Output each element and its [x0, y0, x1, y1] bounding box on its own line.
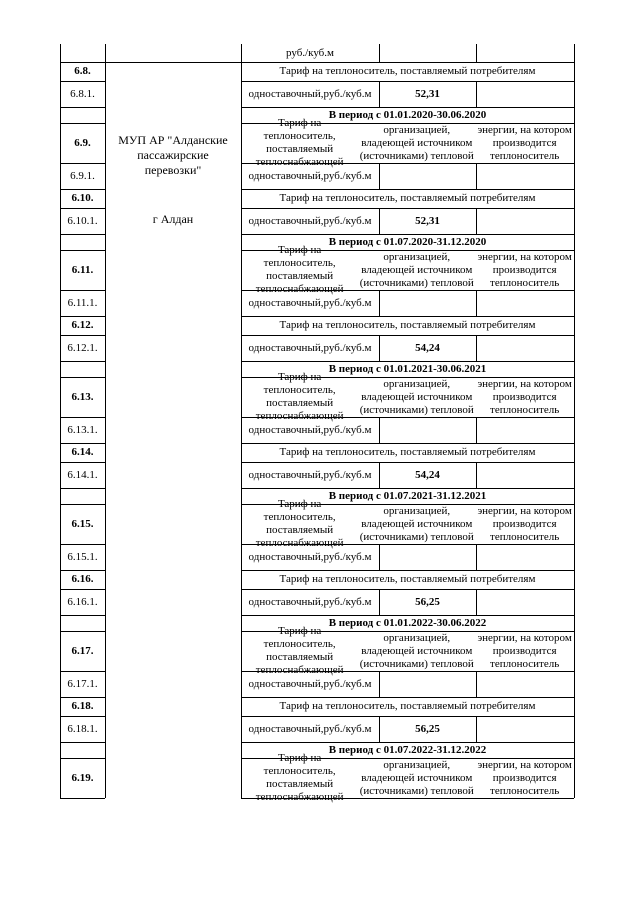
row-number-text: 6.12. — [71, 319, 94, 331]
row-number-text: 6.19. — [71, 771, 94, 784]
row-number-text: 6.11.1. — [67, 296, 98, 309]
tariff-value — [379, 589, 476, 615]
tariff-description-text: организацией, владеющей источником (источниками) тепловой — [359, 758, 474, 797]
unit-cell — [241, 671, 379, 697]
row-number — [60, 697, 105, 716]
organization-location-text: г Алдан — [152, 212, 194, 226]
unit-text: руб./куб.м — [323, 341, 372, 354]
unit-text: одноставочный, — [248, 677, 324, 690]
row-border — [241, 798, 574, 799]
empty-cell — [476, 163, 574, 189]
row-number-text: 6.8. — [74, 65, 91, 77]
row-number-text: 6.10. — [71, 192, 94, 204]
row-number — [60, 631, 105, 671]
tariff-value — [379, 544, 476, 570]
unit-cell — [241, 417, 379, 443]
row-number-text: 6.13.1. — [67, 423, 98, 436]
tariff-description-text: энергии, на котором производится теплоноситель — [477, 504, 572, 543]
tariff-value — [379, 163, 476, 189]
empty-cell — [476, 716, 574, 742]
row-number — [60, 316, 105, 335]
tariff-value — [379, 81, 476, 107]
tariff-value — [379, 462, 476, 488]
tariff-description-text: Тариф на теплоноситель, поставляемый теплоснабжающей — [255, 117, 344, 168]
column-border — [476, 208, 477, 234]
period-heading-text: В период с 01.07.2020-31.12.2020 — [328, 235, 487, 248]
tariff-description-text: организацией, владеющей источником (источниками) тепловой — [359, 631, 474, 670]
row-number-text: 6.15.1. — [67, 550, 98, 563]
tariff-description-text: Тариф на теплоноситель, поставляемый теплоснабжающей — [255, 625, 344, 676]
period-heading-text: В период с 01.01.2021-30.06.2021 — [328, 362, 487, 375]
unit-text: руб./куб.м — [323, 423, 372, 436]
unit-text: одноставочный, — [248, 87, 324, 100]
row-number — [60, 208, 105, 234]
row-number — [60, 544, 105, 570]
empty-cell — [476, 290, 574, 316]
tariff-description — [241, 316, 574, 335]
row-number — [60, 163, 105, 189]
unit-text: руб./куб.м — [323, 468, 372, 481]
column-border — [379, 208, 380, 234]
column-border — [476, 589, 477, 615]
unit-cell — [241, 589, 379, 615]
column-border — [379, 716, 380, 742]
unit-text: одноставочный, — [248, 595, 324, 608]
empty-cell — [476, 544, 574, 570]
tariff-value — [379, 335, 476, 361]
tariff-description — [241, 498, 574, 549]
unit-cell — [241, 462, 379, 488]
empty-cell — [476, 462, 574, 488]
unit-cell — [241, 335, 379, 361]
column-border — [476, 290, 477, 316]
row-number-text: 6.13. — [71, 390, 94, 403]
row-number-text: 6.18.1. — [67, 722, 98, 735]
tariff-description-text: Тариф на теплоноситель, поставляемый потребителям — [279, 319, 536, 331]
unit-cell — [241, 716, 379, 742]
row-number — [60, 361, 105, 377]
tariff-description-text: организацией, владеющей источником (источниками) тепловой — [359, 250, 474, 289]
period-heading-text: В период с 01.07.2021-31.12.2021 — [328, 489, 487, 502]
column-border — [379, 671, 380, 697]
unit-text: одноставочный, — [248, 423, 324, 436]
tariff-value-text: 52,31 — [415, 214, 440, 227]
tariff-description — [241, 244, 574, 295]
tariff-description-text: энергии, на котором производится теплоноситель — [477, 631, 572, 670]
tariff-description — [241, 443, 574, 462]
row-number-text: 6.9.1. — [70, 169, 95, 182]
row-number — [60, 81, 105, 107]
column-border — [241, 44, 242, 798]
empty-cell — [476, 208, 574, 234]
tariff-description-text: Тариф на теплоноситель, поставляемый потребителям — [279, 700, 536, 712]
tariff-description-text: Тариф на теплоноситель, поставляемый теплоснабжающей — [255, 371, 344, 422]
column-border — [379, 417, 380, 443]
row-number — [60, 250, 105, 290]
row-number — [60, 488, 105, 504]
row-number-text: 6.10.1. — [67, 214, 98, 227]
row-number-text: 6.9. — [74, 136, 91, 149]
tariff-description — [241, 62, 574, 81]
tariff-description — [241, 752, 574, 803]
column-border — [379, 290, 380, 316]
unit-text: руб./куб.м — [323, 214, 372, 227]
tariff-value-text: 56,25 — [415, 722, 440, 735]
tariff-value — [379, 208, 476, 234]
period-heading-text: В период с 01.07.2022-31.12.2022 — [328, 743, 487, 756]
row-number — [60, 615, 105, 631]
row-number-text: 6.15. — [71, 517, 94, 530]
empty-cell — [476, 589, 574, 615]
row-number — [60, 335, 105, 361]
unit-text: руб./куб.м — [323, 169, 372, 182]
tariff-description — [241, 117, 574, 168]
row-number-text: 6.11. — [71, 263, 94, 276]
unit-text: одноставочный, — [248, 296, 324, 309]
unit-fragment-text: руб./куб.м — [286, 46, 334, 59]
tariff-description-text: Тариф на теплоноситель, поставляемый теплоснабжающей — [255, 752, 344, 803]
tariff-description-text: организацией, владеющей источником (источниками) тепловой — [359, 123, 474, 162]
empty-cell — [476, 335, 574, 361]
row-number — [60, 716, 105, 742]
column-border — [476, 462, 477, 488]
row-number — [60, 443, 105, 462]
tariff-description — [241, 625, 574, 676]
empty-cell — [476, 417, 574, 443]
row-number-text: 6.17.1. — [67, 677, 98, 690]
tariff-description — [241, 371, 574, 422]
row-number-text: 6.14. — [71, 446, 94, 458]
row-number — [60, 189, 105, 208]
tariff-description-text: энергии, на котором производится теплоноситель — [477, 123, 572, 162]
tariff-description-text: Тариф на теплоноситель, поставляемый теплоснабжающей — [255, 498, 344, 549]
tariff-description-text: энергии, на котором производится теплоноситель — [477, 758, 572, 797]
empty-cell — [476, 671, 574, 697]
tariff-description-text: энергии, на котором производится теплоноситель — [477, 250, 572, 289]
unit-cell — [241, 208, 379, 234]
column-border — [379, 462, 380, 488]
column-border — [379, 44, 380, 62]
tariff-description — [241, 697, 574, 716]
column-border — [476, 335, 477, 361]
organization-name-line: перевозки" — [144, 163, 202, 177]
tariff-value-text: 52,31 — [415, 87, 440, 100]
row-number — [60, 62, 105, 81]
row-number-text: 6.17. — [71, 644, 94, 657]
row-number — [60, 234, 105, 250]
row-number — [60, 462, 105, 488]
unit-text: одноставочный, — [248, 468, 324, 481]
unit-cell — [241, 81, 379, 107]
organization-name-line: пассажирские — [137, 148, 209, 162]
row-number-text: 6.12.1. — [67, 341, 98, 354]
column-border — [379, 163, 380, 189]
row-number-text: 6.16. — [71, 573, 94, 585]
column-border — [476, 81, 477, 107]
tariff-description-text: Тариф на теплоноситель, поставляемый потребителям — [279, 65, 536, 77]
tariff-description-text: Тариф на теплоноситель, поставляемый потребителям — [279, 446, 536, 458]
tariff-description — [241, 189, 574, 208]
table-border-left — [60, 44, 61, 798]
unit-cell — [241, 163, 379, 189]
organization-name-line: МУП АР "Алданские — [118, 133, 228, 147]
column-border — [476, 544, 477, 570]
row-number — [60, 589, 105, 615]
column-border — [379, 589, 380, 615]
row-number — [60, 290, 105, 316]
row-number — [60, 671, 105, 697]
unit-text: одноставочный, — [248, 169, 324, 182]
column-border — [476, 163, 477, 189]
tariff-value-text: 56,25 — [415, 595, 440, 608]
row-number-text: 6.8.1. — [70, 87, 95, 100]
tariff-description-text: Тариф на теплоноситель, поставляемый потребителям — [279, 192, 536, 204]
column-border — [476, 671, 477, 697]
row-number-text: 6.18. — [71, 700, 94, 712]
row-number — [60, 742, 105, 758]
tariff-description-text: Тариф на теплоноситель, поставляемый потребителям — [279, 573, 536, 585]
unit-text: руб./куб.м — [323, 87, 372, 100]
tariff-description-text: организацией, владеющей источником (источниками) тепловой — [359, 377, 474, 416]
unit-fragment-cell — [241, 44, 379, 62]
tariff-description-text: организацией, владеющей источником (источниками) тепловой — [359, 504, 474, 543]
tariff-value — [379, 716, 476, 742]
empty-cell — [476, 81, 574, 107]
unit-text: одноставочный, — [248, 214, 324, 227]
unit-text: руб./куб.м — [323, 595, 372, 608]
tariff-description — [241, 570, 574, 589]
column-border — [476, 44, 477, 62]
tariff-description-text: энергии, на котором производится теплоноситель — [477, 377, 572, 416]
tariff-value — [379, 417, 476, 443]
column-border — [379, 335, 380, 361]
table-border-right — [574, 44, 575, 798]
row-border — [60, 798, 105, 799]
tariff-value-text: 54,24 — [415, 341, 440, 354]
tariff-value-text: 54,24 — [415, 468, 440, 481]
unit-text: одноставочный, — [248, 722, 324, 735]
row-number-text: 6.16.1. — [67, 595, 98, 608]
column-border — [476, 716, 477, 742]
unit-text: руб./куб.м — [323, 677, 372, 690]
unit-cell — [241, 290, 379, 316]
column-border — [476, 417, 477, 443]
period-heading-text: В период с 01.01.2022-30.06.2022 — [328, 616, 487, 629]
row-number — [60, 123, 105, 163]
unit-text: руб./куб.м — [323, 722, 372, 735]
row-number — [60, 758, 105, 798]
unit-cell — [241, 544, 379, 570]
organization-location — [105, 212, 241, 227]
row-number — [60, 570, 105, 589]
column-border — [379, 81, 380, 107]
period-heading-text: В период с 01.01.2020-30.06.2020 — [328, 108, 487, 121]
row-number — [60, 377, 105, 417]
unit-text: одноставочный, — [248, 341, 324, 354]
unit-text: одноставочный, — [248, 550, 324, 563]
column-border — [379, 544, 380, 570]
tariff-description-text: Тариф на теплоноситель, поставляемый теплоснабжающей — [255, 244, 344, 295]
unit-text: руб./куб.м — [323, 550, 372, 563]
row-number — [60, 107, 105, 123]
row-number — [60, 417, 105, 443]
unit-text: руб./куб.м — [323, 296, 372, 309]
tariff-value — [379, 671, 476, 697]
row-number-text: 6.14.1. — [67, 468, 98, 481]
row-number — [60, 504, 105, 544]
organization-name — [105, 133, 241, 178]
tariff-value — [379, 290, 476, 316]
